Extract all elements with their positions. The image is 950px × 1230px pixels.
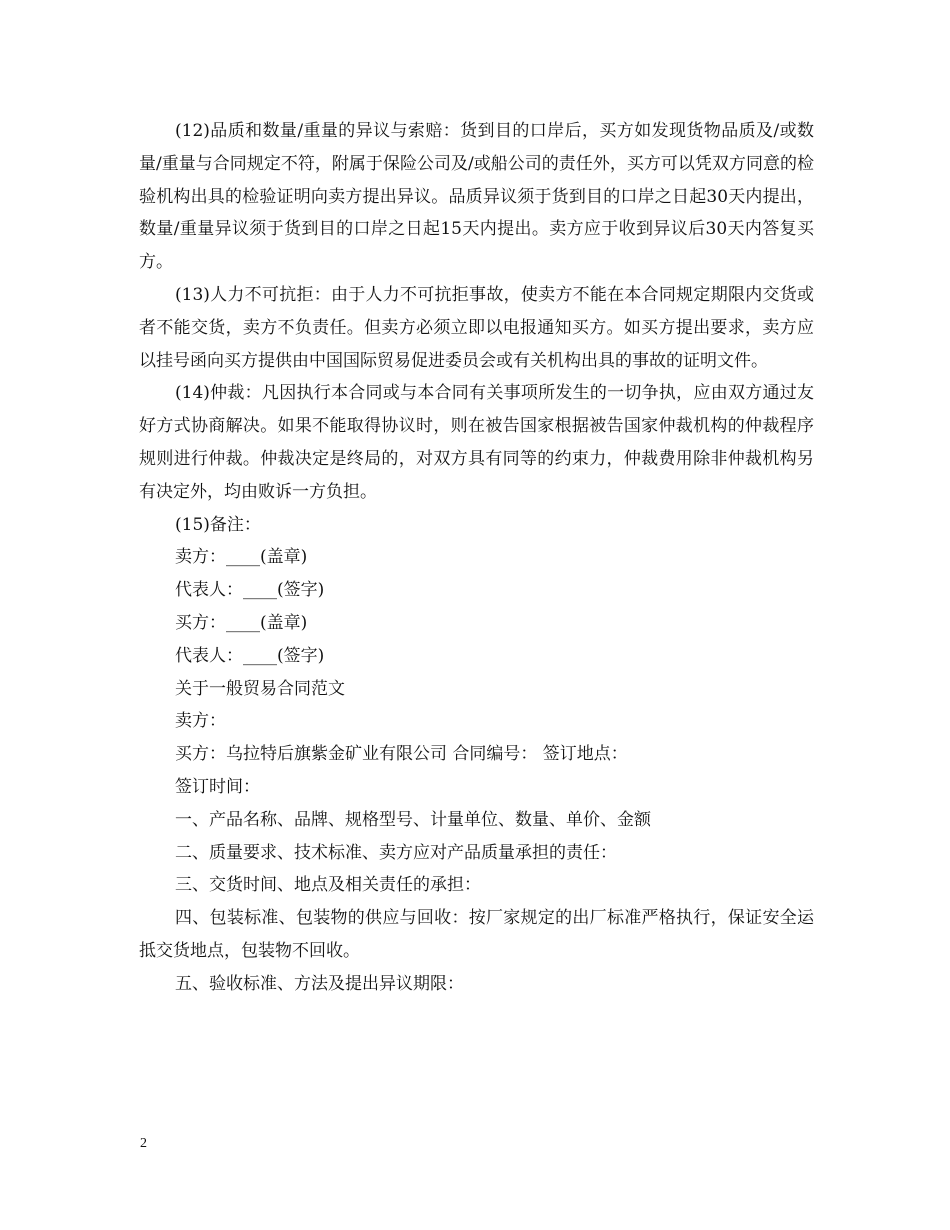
buyer-seal-line: 买方：____(盖章): [175, 612, 308, 633]
seller-seal-line: 卖方：____(盖章): [175, 547, 308, 568]
buyer-representative-line: 代表人：____(签字): [175, 645, 325, 666]
signing-time-line: 签订时间：: [175, 776, 260, 797]
seller-line: 卖方：: [175, 711, 226, 732]
seller-representative-line: 代表人：____(签字): [175, 580, 325, 601]
clause-12-quality-claims: (12)品质和数量/重量的异议与索赔：货到目的口岸后，买方如发现货物品质及/或数量/重量与合同规定不符，附属于保险公司及/或船公司的责任外，买方可以凭双方同意的检验机构出具的检验证明向卖方提出异议。品质异议须于货到目的口岸之日起30天内提出，数量/重量异议须于货到目的口岸之日起15天内提出。卖方应于收到异议后30天内答复买方。: [139, 121, 814, 273]
item-2-quality-requirements: 二、质量要求、技术标准、卖方应对产品质量承担的责任：: [175, 842, 617, 863]
clause-14-arbitration: (14)仲裁：凡因执行本合同或与本合同有关事项所发生的一切争执，应由双方通过友好方式协商解决。如果不能取得协议时，则在被告国家根据被告国家仲裁机构的仲裁程序规则进行仲裁。仲裁决定是终局的，对双方具有同等的约束力，仲裁费用除非仲裁机构另有决定外，均由败诉一方负担。: [139, 383, 814, 502]
page-number: 2: [140, 1136, 147, 1151]
item-3-delivery: 三、交货时间、地点及相关责任的承担：: [175, 875, 481, 896]
clause-13-force-majeure: (13)人力不可抗拒：由于人力不可抗拒事故，使卖方不能在本合同规定期限内交货或者不能交货，卖方不负责任。但卖方必须立即以电报通知买方。如买方提出要求，卖方应以挂号函向买方提供由中国国际贸易促进委员会或有关机构出具的事故的证明文件。: [139, 284, 814, 371]
buyer-line: 买方：乌拉特后旗紫金矿业有限公司 合同编号： 签订地点：: [175, 744, 628, 765]
clause-15-remarks: (15)备注：: [175, 514, 261, 535]
section-heading: 关于一般贸易合同范文: [175, 678, 345, 699]
item-1-product-info: 一、产品名称、品牌、规格型号、计量单位、数量、单价、金额: [175, 809, 651, 830]
document-body: [139, 115, 814, 1001]
item-4-packaging: 四、包装标准、包装物的供应与回收：按厂家规定的出厂标准严格执行，保证安全运抵交货地点，包装物不回收。: [139, 908, 814, 961]
item-5-acceptance: 五、验收标准、方法及提出异议期限：: [175, 973, 464, 994]
